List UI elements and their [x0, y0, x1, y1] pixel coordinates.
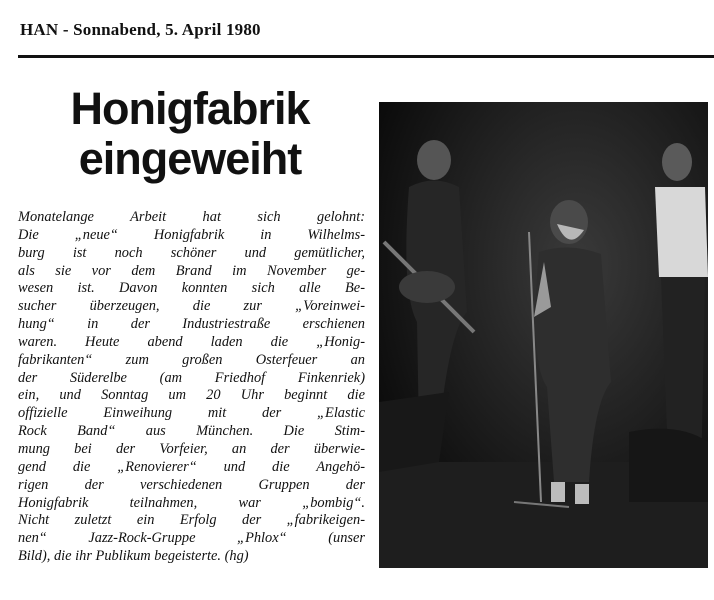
- body-line: fabrikanten“ zum großen Osterfeuer an: [18, 351, 365, 368]
- body-line: gend die „Renovierer“ und die Angehö-: [18, 458, 365, 475]
- body-line: Honigfabrik teilnahmen, war „bombig“.: [18, 494, 365, 511]
- body-line: Monatelange Arbeit hat sich gelohnt:: [18, 209, 365, 225]
- body-line: als sie vor dem Brand im November ge-: [18, 262, 365, 279]
- body-line: nen“ Jazz-Rock-Gruppe „Phlox“ (unser: [18, 530, 365, 547]
- band-photo: [379, 102, 708, 568]
- body-line: offizielle Einweihung mit der „Elastic: [18, 405, 365, 422]
- masthead: HAN - Sonnabend, 5. April 1980: [20, 20, 261, 39]
- body-line: waren. Heute abend laden die „Honig-: [18, 333, 365, 350]
- body-line: der Süderelbe (am Friedhof Finkenriek): [18, 369, 365, 386]
- band-photo-illustration: [379, 102, 708, 568]
- body-line: Nicht zuletzt ein Erfolg der „fabrikeigen-: [18, 512, 365, 529]
- body-line: rigen der verschiedenen Gruppen der: [18, 476, 365, 493]
- body-line: burg ist noch schöner und gemütlicher,: [18, 244, 365, 261]
- body-line: hung“ in der Industriestraße erschienen: [18, 316, 365, 333]
- body-line: wesen ist. Davon konnten sich alle Be-: [18, 280, 365, 297]
- masthead-rule: [18, 55, 714, 58]
- headline-line-1: Honigfabrik: [70, 83, 310, 134]
- headline: [40, 84, 340, 184]
- body-line: mung bei der Vorfeier, an der überwie-: [18, 440, 365, 457]
- body-line: ein, und Sonntag um 20 Uhr beginnt die: [18, 387, 365, 404]
- article-body: [18, 209, 365, 566]
- body-line: Bild), die ihr Publikum begeisterte. (hg): [18, 548, 249, 565]
- body-line: Die „neue“ Honigfabrik in Wilhelms-: [18, 226, 365, 243]
- headline-line-2: eingeweiht: [78, 133, 302, 184]
- body-line: Rock Band“ aus München. Die Stim-: [18, 423, 365, 440]
- body-line: sucher überzeugen, die zur „Voreinwei-: [18, 298, 365, 315]
